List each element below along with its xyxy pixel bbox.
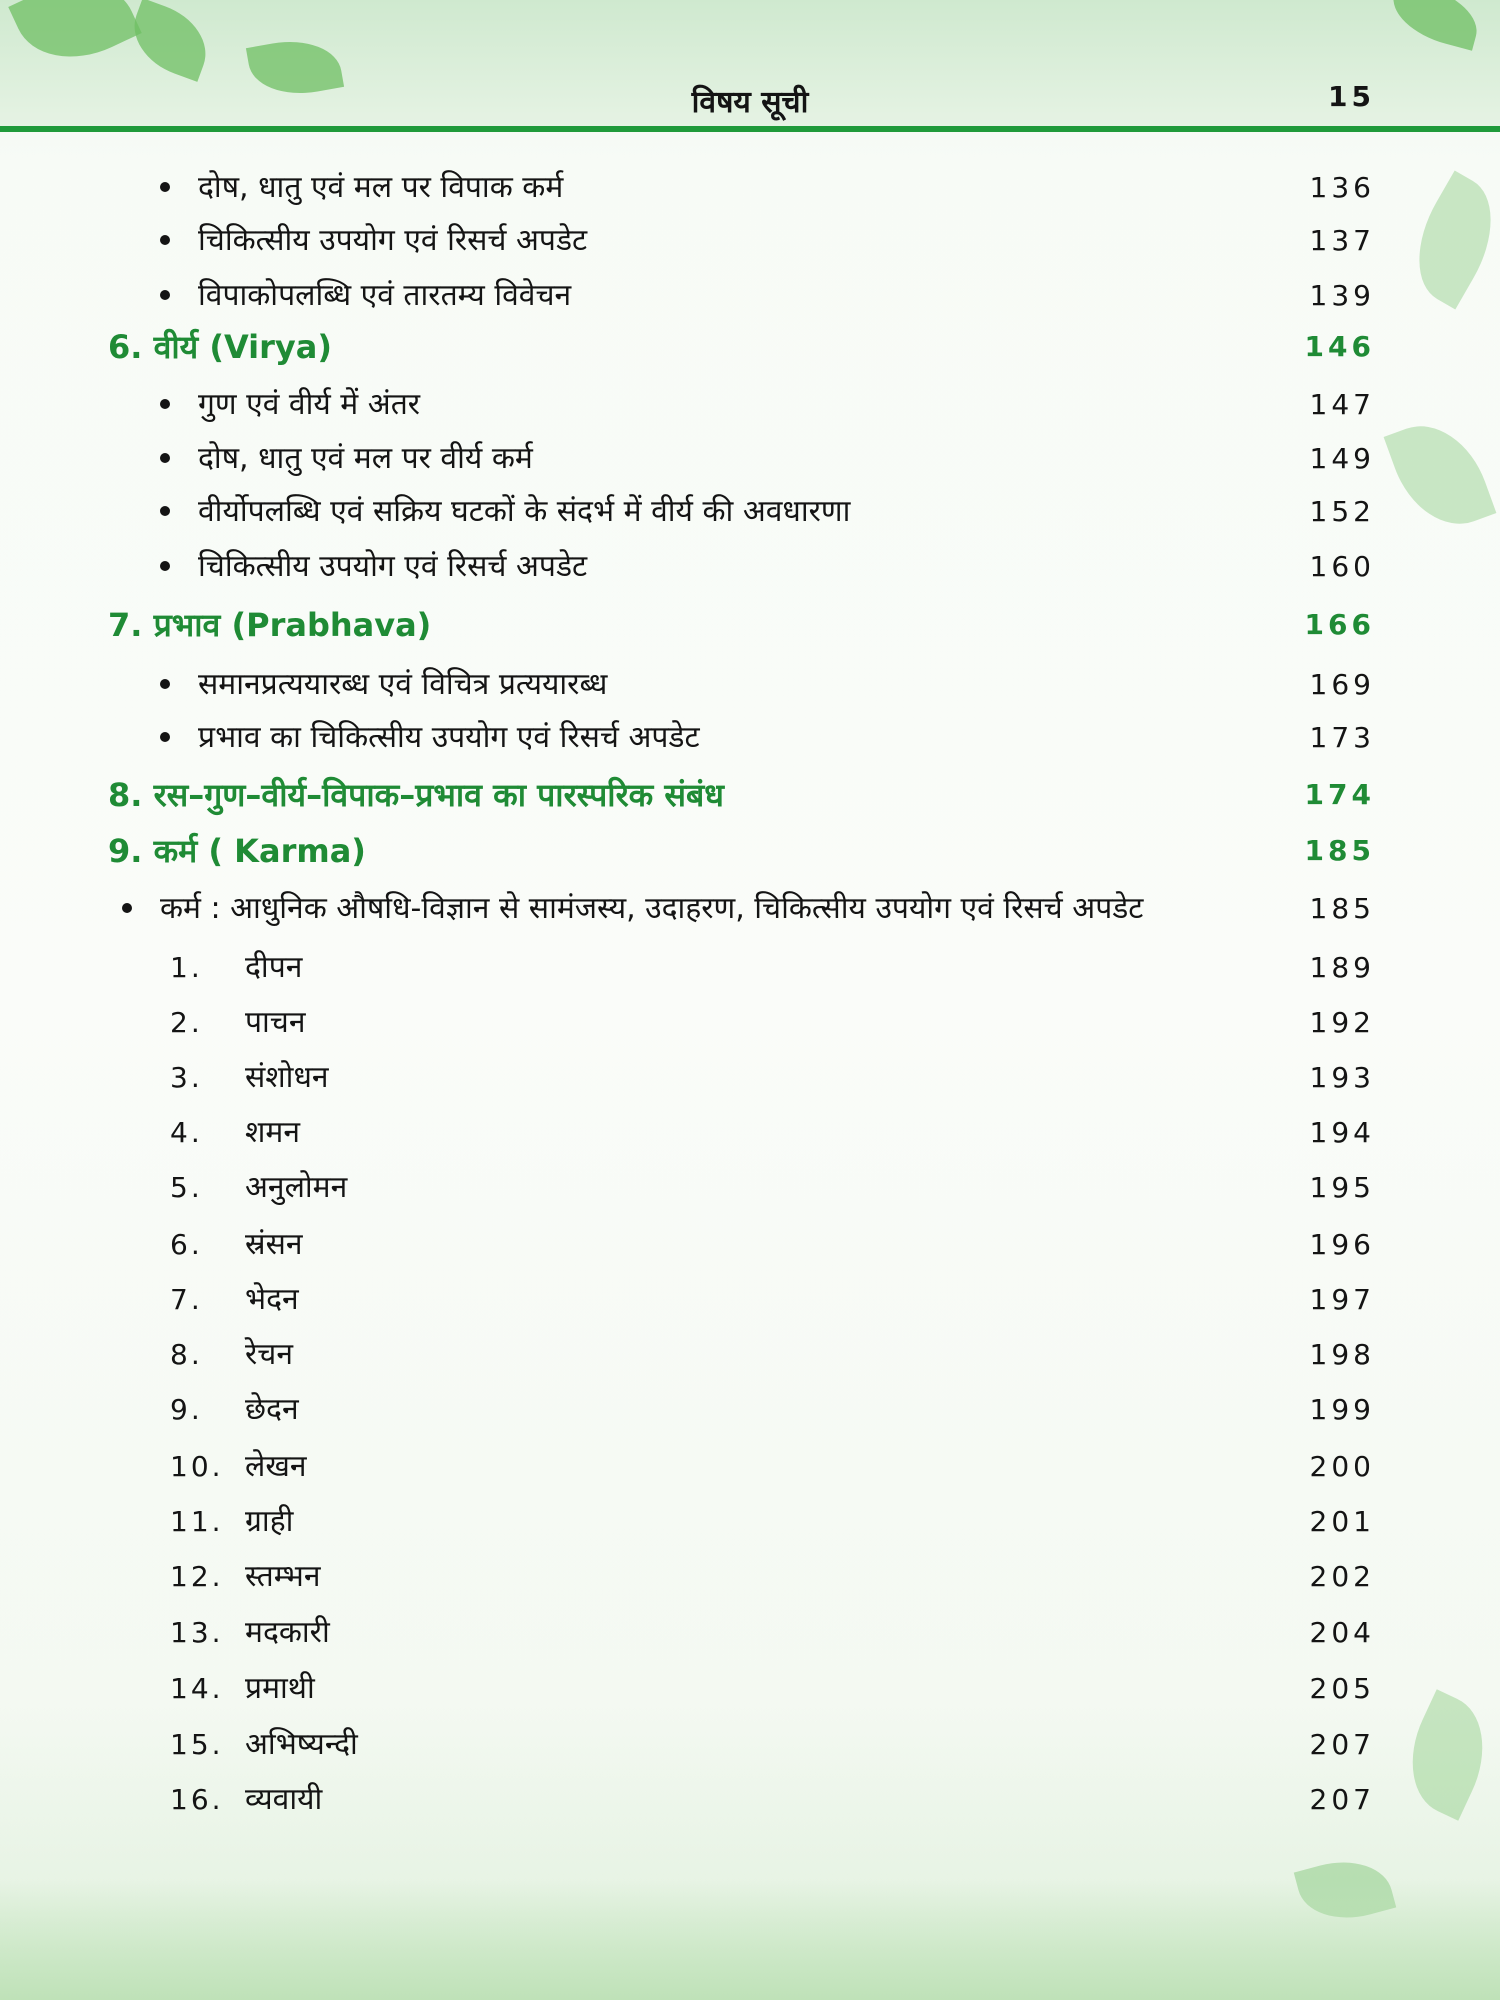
toc-karma-title: अनुलोमन [245,1170,348,1205]
toc-item [0,884,1500,934]
toc-karma-index: 3. [170,1061,203,1094]
toc-page-number: 173 [1309,721,1375,754]
toc-karma-index: 13. [170,1616,224,1649]
toc-page-number: 205 [1309,1672,1375,1705]
toc-page-number: 202 [1309,1560,1375,1593]
toc-karma-index: 15. [170,1728,224,1761]
toc-section [0,322,1500,372]
bullet-icon [160,235,170,245]
toc-page-number: 169 [1309,668,1375,701]
toc-karma-index: 14. [170,1672,224,1705]
toc-karma-title: छेदन [245,1392,299,1427]
toc-page-number: 146 [1304,330,1375,363]
toc-karma-item [0,1330,1500,1380]
toc-item-title: दोष, धातु एवं मल पर वीर्य कर्म [198,441,533,476]
toc-section [0,826,1500,876]
toc-section-title: 7. प्रभाव (Prabhava) [108,606,432,644]
toc-page-number: 147 [1309,388,1375,421]
toc-karma-item [0,1775,1500,1825]
toc-karma-index: 5. [170,1171,203,1204]
bullet-icon [160,399,170,409]
toc-karma-item [0,998,1500,1048]
bullet-icon [122,903,132,913]
toc-item [0,487,1500,537]
toc-section-title: 6. वीर्य (Virya) [108,328,332,366]
toc-karma-item [0,1108,1500,1158]
toc-karma-title: अभिष्यन्दी [245,1727,358,1762]
toc-karma-index: 4. [170,1116,203,1149]
toc-item-title: दोष, धातु एवं मल पर विपाक कर्म [198,170,564,205]
toc-section [0,770,1500,820]
bullet-icon [160,182,170,192]
toc-karma-title: भेदन [245,1282,299,1317]
toc-karma-index: 16. [170,1783,224,1816]
toc-section-title: 8. रस–गुण–वीर्य–विपाक–प्रभाव का पारस्परिक संबंध [108,776,724,814]
header-divider [0,126,1500,132]
toc-karma-title: संशोधन [245,1060,329,1095]
toc-page-number: 193 [1309,1061,1375,1094]
toc-item [0,216,1500,266]
toc-page-number: 207 [1309,1728,1375,1761]
toc-karma-index: 7. [170,1283,203,1316]
page-number: 15 [1328,80,1375,113]
toc-item-title: गुण एवं वीर्य में अंतर [198,387,421,422]
toc-item-title: कर्म : आधुनिक औषधि-विज्ञान से सामंजस्य, उदाहरण, चिकित्सीय उपयोग एवं रिसर्च अपडेट [160,891,1144,926]
toc-page-number: 149 [1309,442,1375,475]
bullet-icon [160,561,170,571]
toc-item-title: प्रभाव का चिकित्सीय उपयोग एवं रिसर्च अपडेट [198,720,700,755]
toc-karma-index: 9. [170,1393,203,1426]
toc-karma-title: दीपन [245,950,303,985]
toc-karma-title: ग्राही [245,1504,294,1539]
toc-karma-title: पाचन [245,1005,306,1040]
toc-karma-item [0,1497,1500,1547]
toc-section [0,600,1500,650]
toc-page-number: 139 [1309,279,1375,312]
toc-page-number: 137 [1309,224,1375,257]
toc-page-number: 136 [1309,171,1375,204]
toc-karma-item [0,1275,1500,1325]
toc-item [0,271,1500,321]
bullet-icon [160,679,170,689]
toc-karma-item [0,1163,1500,1213]
toc-item-title: समानप्रत्ययारब्ध एवं विचित्र प्रत्ययारब्ध [198,667,608,702]
toc-karma-index: 1. [170,951,203,984]
bullet-icon [160,453,170,463]
toc-karma-index: 12. [170,1560,224,1593]
toc-page-number: 174 [1304,778,1375,811]
toc-item [0,713,1500,763]
toc-karma-title: व्यवायी [245,1782,323,1817]
bullet-icon [160,506,170,516]
bullet-icon [160,732,170,742]
toc-page-number: 198 [1309,1338,1375,1371]
toc-item-title: चिकित्सीय उपयोग एवं रिसर्च अपडेट [198,223,588,258]
toc-karma-item [0,1385,1500,1435]
toc-karma-title: स्तम्भन [245,1559,321,1594]
toc-page-number: 196 [1309,1228,1375,1261]
toc-section-title: 9. कर्म ( Karma) [108,832,366,870]
bottom-decoration [0,1880,1500,2000]
toc-karma-title: शमन [245,1115,300,1150]
toc-karma-index: 10. [170,1450,224,1483]
toc-karma-index: 11. [170,1505,224,1538]
bullet-icon [160,290,170,300]
toc-page-number: 201 [1309,1505,1375,1538]
toc-page-number: 189 [1309,951,1375,984]
toc-karma-title: मदकारी [245,1615,330,1650]
toc-karma-title: स्रंसन [245,1227,303,1262]
toc-page-number: 197 [1309,1283,1375,1316]
toc-karma-item [0,1664,1500,1714]
toc-karma-item [0,1720,1500,1770]
toc-page-number: 185 [1304,834,1375,867]
toc-page-number: 166 [1304,608,1375,641]
toc-page-number: 200 [1309,1450,1375,1483]
toc-item-title: विपाकोपलब्धि एवं तारतम्य विवेचन [198,278,572,313]
toc-page-number: 204 [1309,1616,1375,1649]
toc-page-number: 207 [1309,1783,1375,1816]
toc-page-number: 192 [1309,1006,1375,1039]
toc-karma-item [0,943,1500,993]
toc-karma-item [0,1552,1500,1602]
toc-karma-index: 6. [170,1228,203,1261]
toc-item [0,380,1500,430]
toc-page-number: 160 [1309,550,1375,583]
toc-item [0,542,1500,592]
toc-karma-index: 2. [170,1006,203,1039]
toc-item-title: चिकित्सीय उपयोग एवं रिसर्च अपडेट [198,549,588,584]
toc-page-number: 152 [1309,495,1375,528]
toc-item [0,660,1500,710]
toc-page-number: 199 [1309,1393,1375,1426]
toc-page-number: 194 [1309,1116,1375,1149]
toc-item [0,434,1500,484]
toc-item [0,163,1500,213]
toc-item-title: वीर्योपलब्धि एवं सक्रिय घटकों के संदर्भ में वीर्य की अवधारणा [198,494,851,529]
toc-karma-title: लेखन [245,1449,307,1484]
toc-page-number: 185 [1309,892,1375,925]
toc-karma-title: प्रमाथी [245,1671,315,1706]
page-title: विषय सूची [691,85,809,120]
toc-karma-title: रेचन [245,1337,293,1372]
toc-page-number: 195 [1309,1171,1375,1204]
toc-karma-index: 8. [170,1338,203,1371]
toc-karma-item [0,1608,1500,1658]
toc-karma-item [0,1220,1500,1270]
toc-karma-item [0,1053,1500,1103]
toc-karma-item [0,1442,1500,1492]
